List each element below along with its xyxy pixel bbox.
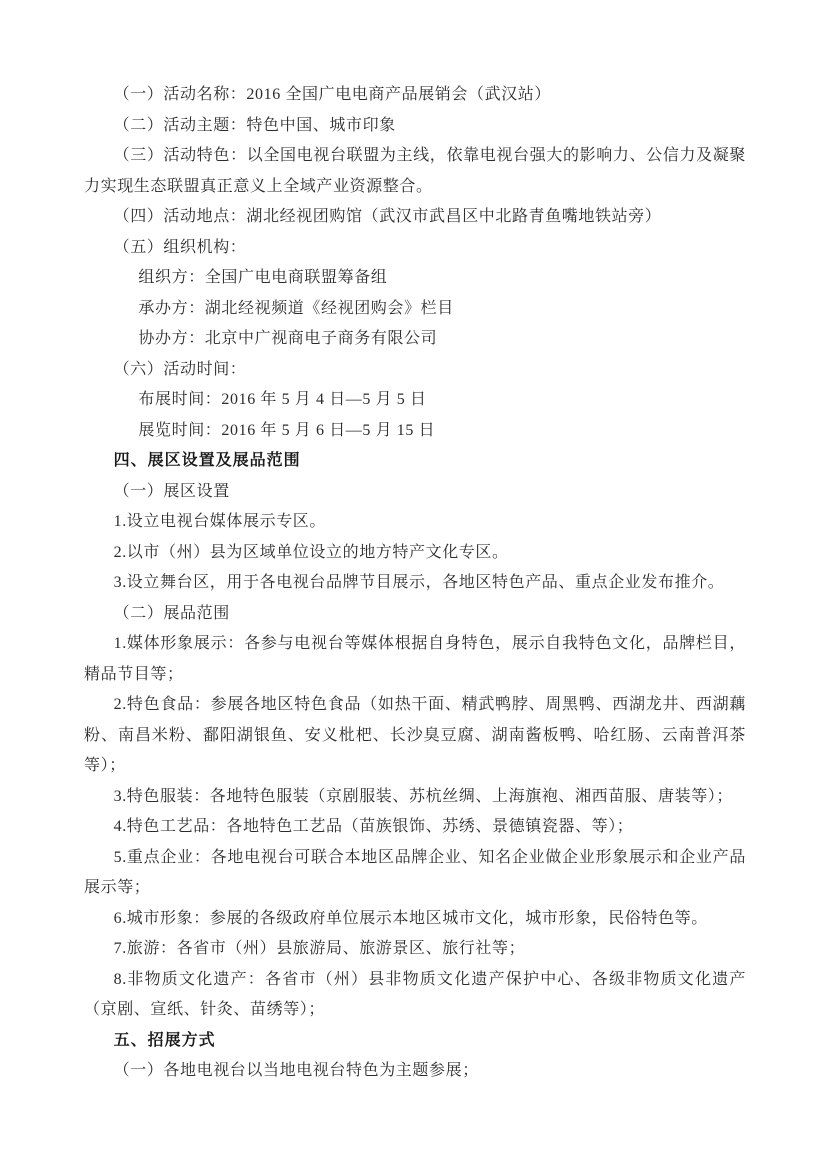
para-activity-time: （六）活动时间：	[113, 360, 247, 378]
heading-section-5: 五、招展方式	[113, 1031, 216, 1049]
para-activity-feature: （三）活动特色：以全国电视台联盟为主线，依靠电视台强大的影响力、公信力及凝聚力实现生态联盟真正意义上全域产业资源整合。	[84, 147, 746, 195]
document-body	[84, 80, 746, 1087]
para-co-organizer: 协办方：北京中广视商电子商务有限公司	[138, 330, 438, 347]
para-activity-theme: （二）活动主题：特色中国、城市印象	[113, 116, 396, 134]
para-activity-location: （四）活动地点：湖北经视团购馆（武汉市武昌区中北路青鱼嘴地铁站旁）	[113, 208, 662, 225]
para-scope-6-city: 6.城市形象：参展的各级政府单位展示本地区城市文化，城市形象，民俗特色等。	[113, 909, 708, 927]
para-exhibition-time: 展览时间：2016 年 5 月 6 日—5 月 15 日	[138, 421, 436, 439]
para-exhibit-scope-heading: （二）展品范围	[113, 604, 230, 622]
heading-section-4: 四、展区设置及展品范围	[113, 452, 301, 469]
para-scope-8-heritage: 8.非物质文化遗产：各省市（州）县非物质文化遗产保护中心、各级非物质文化遗产（京剧、宣纸、针灸、苗绣等）；	[84, 970, 746, 1018]
para-scope-7-tourism: 7.旅游：各省市（州）县旅游局、旅游景区、旅行社等；	[113, 940, 526, 957]
para-zone-2: 2.以市（州）县为区域单位设立的地方特产文化专区。	[113, 543, 509, 561]
para-undertaker: 承办方：湖北经视频道《经视团购会》栏目	[138, 299, 454, 317]
para-recruit-1: （一）各地电视台以当地电视台特色为主题参展；	[113, 1062, 479, 1079]
para-setup-time: 布展时间：2016 年 5 月 4 日—5 月 5 日	[138, 391, 427, 408]
para-zone-3: 3.设立舞台区，用于各电视台品牌节目展示，各地区特色产品、重点企业发布推介。	[113, 574, 725, 591]
para-scope-1-media: 1.媒体形象展示：各参与电视台等媒体根据自身特色，展示自我特色文化，品牌栏目，精品节目等；	[84, 635, 746, 683]
para-organization: （五）组织机构：	[113, 238, 247, 256]
para-organizer: 组织方：全国广电电商联盟筹备组	[138, 269, 388, 286]
para-activity-name: （一）活动名称：2016 全国广电电商产品展销会（武汉站）	[113, 86, 551, 103]
para-scope-2-food: 2.特色食品：参展各地区特色食品（如热干面、精武鸭脖、周黑鸭、西湖龙井、西湖藕粉、南昌米粉、鄱阳湖银鱼、安义枇杷、长沙臭豆腐、湖南酱板鸭、哈红肠、云南普洱茶等）；	[84, 696, 746, 774]
para-zone-1: 1.设立电视台媒体展示专区。	[113, 513, 326, 530]
para-zone-setup-heading: （一）展区设置	[113, 482, 230, 500]
para-scope-3-clothing: 3.特色服装：各地特色服装（京剧服装、苏杭丝绸、上海旗袍、湘西苗服、唐装等）；	[113, 787, 733, 805]
para-scope-5-enterprise: 5.重点企业：各地电视台可联合本地区品牌企业、知名企业做企业形象展示和企业产品展示等；	[84, 848, 746, 896]
para-scope-4-crafts: 4.特色工艺品：各地特色工艺品（苗族银饰、苏绣、景德镇瓷器、等）；	[113, 818, 634, 835]
